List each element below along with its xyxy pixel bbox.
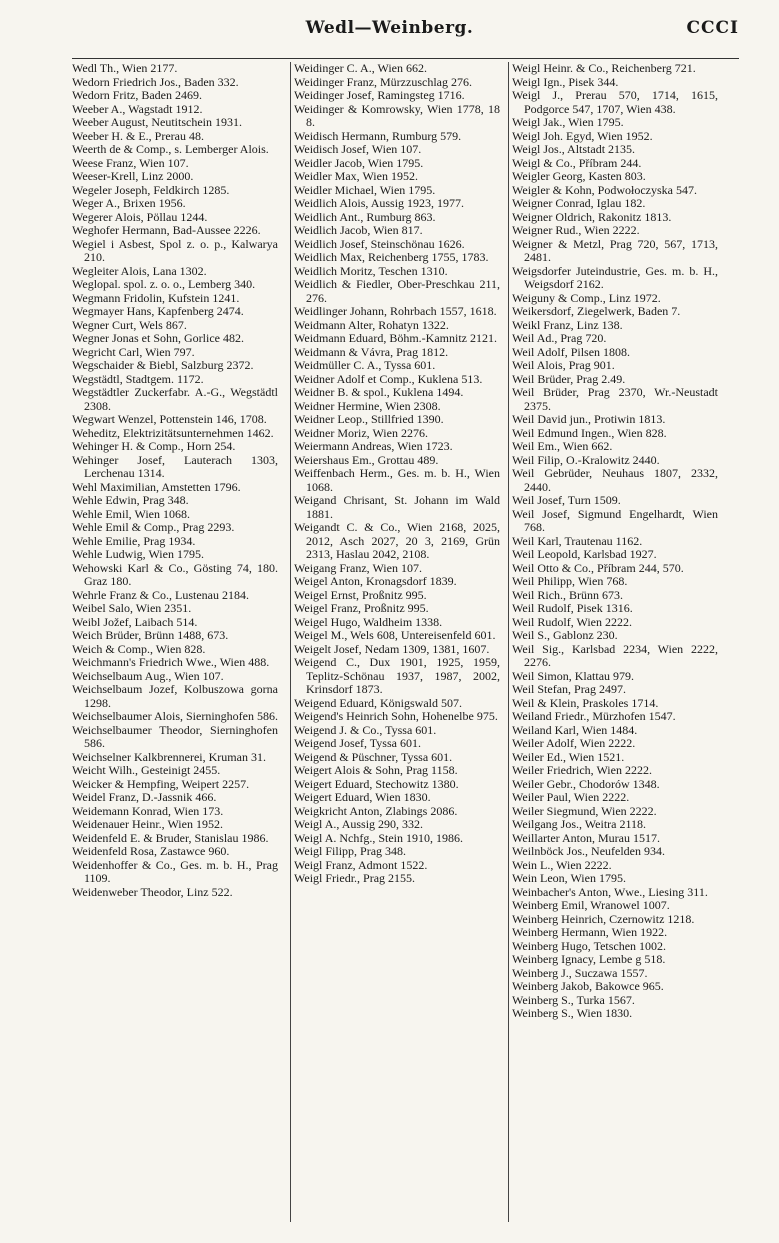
directory-entry: Weeber H. & E., Prerau 48. (72, 128, 204, 143)
directory-entry: Weghofer Hermann, Bad-Aussee 2226. (72, 223, 261, 237)
directory-entry: Weigang Franz, Wien 107. (294, 560, 422, 575)
directory-entry: Weheditz, Elektrizitätsunternehmen 1462. (72, 425, 274, 440)
directory-entry: Weicht Wilh., Gesteinigt 2455. (72, 763, 221, 777)
directory-entry: Weidisch Josef, Wien 107. (294, 142, 422, 156)
directory-entry: Weidlich Alois, Aussig 1923, 1977. (294, 196, 465, 210)
directory-entry: Weil Filip, O.-Kralowitz 2440. (512, 452, 660, 467)
directory-entry: Weidler Jacob, Wien 1795. (294, 155, 424, 170)
directory-entry: Weigl Jos., Altstadt 2135. (512, 142, 636, 156)
header-rule (72, 58, 739, 59)
directory-entry: Weiland Friedr., Mürzhofen 1547. (512, 709, 676, 723)
directory-entry: Weidlich Jacob, Wien 817. (294, 223, 423, 237)
directory-entry: Weigert Alois & Sohn, Prag 1158. (294, 763, 458, 777)
directory-entry: Wegleiter Alois, Lana 1302. (72, 263, 207, 278)
directory-entry: Weigend Eduard, Königswald 507. (294, 695, 462, 710)
directory-entry: Weil David jun., Protiwin 1813. (512, 412, 666, 426)
directory-entry: Weiler Adolf, Wien 2222. (512, 736, 636, 750)
directory-entry: Weigend Josef, Tyssa 601. (294, 736, 421, 750)
directory-entry: Weigner & Metzl, Prag 720, 567, 1713, 2481. (512, 236, 718, 264)
directory-entry: Weil Adolf, Pilsen 1808. (512, 344, 631, 359)
directory-entry: Weidinger Franz, Mürzzuschlag 276. (294, 74, 472, 89)
directory-entry: Wegstädtler Zuckerfabr. A.-G., Wegstädtl 2308. (72, 385, 278, 413)
directory-entry: Weidner Leop., Stillfried 1390. (294, 412, 444, 426)
directory-entry: Weichselbaum Jozef, Kolbuszowa gorna 1298. (72, 682, 278, 710)
directory-entry: Wehle Ludwig, Wien 1795. (72, 547, 204, 561)
directory-entry: Weigel Anton, Kronagsdorf 1839. (294, 574, 457, 588)
directory-entry: Weidler Michael, Wien 1795. (294, 182, 436, 197)
directory-entry: Weigl & Co., Příbram 244. (512, 155, 642, 170)
directory-entry: Weil Em., Wien 662. (512, 439, 613, 453)
directory-entry: Weidner B. & spol., Kuklena 1494. (294, 385, 464, 399)
directory-entry: Weigner Conrad, Iglau 182. (512, 196, 646, 210)
directory-entry: Weigler Georg, Kasten 803. (512, 169, 646, 183)
directory-entry: Weinberg Hugo, Tetschen 1002. (512, 938, 667, 953)
directory-entry: Weigert Eduard, Stechowitz 1380. (294, 776, 459, 791)
directory-entry: Weidner Hermine, Wien 2308. (294, 398, 441, 413)
directory-entry: Weiler Siegmund, Wien 2222. (512, 803, 657, 818)
directory-entry: Weil Sig., Karlsbad 2234, Wien 2222, 2276. (512, 641, 718, 669)
directory-columns (72, 61, 718, 1222)
directory-entry: Weeser-Krell, Linz 2000. (72, 169, 194, 183)
directory-entry: Weilnböck Jos., Neufelden 934. (512, 844, 665, 858)
directory-entry: Wegwart Wenzel, Pottenstein 146, 1708. (72, 412, 267, 426)
directory-entry: Weigl J., Prerau 570, 1714, 1615, Podgorce 547, 1707, Wien 438. (512, 88, 718, 116)
directory-entry: Weeber A., Wagstadt 1912. (72, 101, 203, 116)
directory-entry: Weinberg J., Suczawa 1557. (512, 965, 648, 980)
directory-entry: Weigsdorfer Juteindustrie, Ges. m. b. H., Weigsdorf 2162. (512, 263, 718, 291)
directory-entry: Weigl Filipp, Prag 348. (294, 844, 407, 858)
directory-entry: Weidinger & Komrowsky, Wien 1778, 18 8. (294, 101, 500, 129)
directory-entry: Weiler Gebr., Chodorów 1348. (512, 776, 660, 791)
directory-entry: Weigl Ign., Pisek 344. (512, 74, 619, 89)
directory-entry: Weidenauer Heinr., Wien 1952. (72, 817, 223, 831)
directory-entry: Weigend's Heinrich Sohn, Hohenelbe 975. (294, 709, 498, 723)
directory-entry: Weigel M., Wels 608, Untereisenfeld 601. (294, 628, 496, 642)
directory-entry: Wehle Emil & Comp., Prag 2293. (72, 520, 235, 534)
directory-entry: Weigel Hugo, Waldheim 1338. (294, 614, 443, 629)
directory-entry: Weigand Chrisant, St. Johann im Wald 1881. (294, 493, 500, 521)
directory-entry: Weeber August, Neutitschein 1931. (72, 115, 242, 129)
directory-entry: Weigl Franz, Admont 1522. (294, 857, 428, 872)
directory-entry: Weidenfeld Rosa, Zastawce 960. (72, 844, 230, 858)
directory-entry: Weiland Karl, Wien 1484. (512, 722, 638, 737)
directory-entry: Weese Franz, Wien 107. (72, 155, 189, 170)
directory-entry: Weil Ad., Prag 720. (512, 331, 607, 345)
directory-entry: Weil Stefan, Prag 2497. (512, 682, 627, 696)
directory-entry: Weiler Paul, Wien 2222. (512, 790, 630, 804)
directory-entry: Weinberg Heinrich, Czernowitz 1218. (512, 911, 695, 926)
directory-entry: Wehl Maximilian, Amstetten 1796. (72, 479, 241, 494)
directory-entry: Weinberg S., Wien 1830. (512, 1006, 633, 1020)
directory-entry: Weidemann Konrad, Wien 173. (72, 803, 224, 818)
directory-entry: Wedorn Friedrich Jos., Baden 332. (72, 74, 239, 89)
directory-entry: Weikl Franz, Linz 138. (512, 317, 623, 332)
directory-entry: Weinberg Hermann, Wien 1922. (512, 925, 668, 939)
directory-entry: Wein Leon, Wien 1795. (512, 871, 626, 885)
directory-entry: Weichselbaumer Alois, Sierninghofen 586. (72, 709, 278, 723)
directory-entry: Weil Rudolf, Wien 2222. (512, 614, 632, 629)
directory-entry: Weiler Ed., Wien 1521. (512, 749, 625, 764)
directory-entry: Weigner Oldrich, Rakonitz 1813. (512, 209, 672, 224)
directory-entry: Weidisch Hermann, Rumburg 579. (294, 128, 462, 143)
column-1 (72, 62, 278, 1222)
directory-entry: Weigl Heinr. & Co., Reichenberg 721. (512, 61, 696, 75)
directory-entry: Weigelt Josef, Nedam 1309, 1381, 1607. (294, 641, 490, 656)
directory-entry: Weger A., Brixen 1956. (72, 196, 186, 210)
directory-entry: Weil Otto & Co., Příbram 244, 570. (512, 560, 684, 575)
directory-entry: Wehinger Josef, Lauterach 1303, Lerchenau 1314. (72, 452, 278, 480)
directory-entry: Weil S., Gablonz 230. (512, 628, 618, 642)
directory-entry: Weidlich Ant., Rumburg 863. (294, 209, 436, 224)
directory-entry: Weil Simon, Klattau 979. (512, 668, 635, 683)
directory-entry: Wegeler Joseph, Feldkirch 1285. (72, 182, 230, 197)
column-2 (290, 62, 500, 1222)
directory-entry: Weiermann Andreas, Wien 1723. (294, 439, 453, 453)
directory-entry: Weil Philipp, Wien 768. (512, 574, 628, 588)
page-number: CCCI (686, 18, 739, 38)
directory-entry: Wehowski Karl & Co., Gösting 74, 180. Graz 180. (72, 560, 278, 588)
directory-entry: Weil Rudolf, Pisek 1316. (512, 601, 633, 615)
directory-entry: Wegiel i Asbest, Spol z. o. p., Kalwarya 210. (72, 236, 278, 264)
directory-entry: Weiguny & Comp., Linz 1972. (512, 290, 661, 305)
directory-entry: Weichselbaumer Theodor, Sierninghofen 586. (72, 722, 278, 750)
directory-entry: Weidlich Moritz, Teschen 1310. (294, 263, 448, 278)
directory-entry: Weigler & Kohn, Podwołoczyska 547. (512, 182, 698, 197)
directory-entry: Weikersdorf, Ziegelwerk, Baden 7. (512, 304, 681, 318)
directory-entry: Weigel Ernst, Proßnitz 995. (294, 587, 427, 602)
directory-entry: Weigl Joh. Egyd, Wien 1952. (512, 128, 653, 143)
directory-entry: Weidinger C. A., Wien 662. (294, 61, 427, 75)
directory-entry: Weil Gebrüder, Neuhaus 1807, 2332, 2440. (512, 466, 718, 494)
directory-entry: Weidlinger Johann, Rohrbach 1557, 1618. (294, 304, 497, 318)
directory-entry: Weigkricht Anton, Zlabings 2086. (294, 803, 458, 818)
directory-entry: Wegerer Alois, Pöllau 1244. (72, 209, 208, 224)
directory-entry: Weibel Salo, Wien 2351. (72, 601, 192, 615)
directory-entry: Weiffenbach Herm., Ges. m. b. H., Wien 1068. (294, 466, 500, 494)
directory-entry: Weidner Adolf et Comp., Kuklena 513. (294, 371, 483, 386)
directory-entry: Weil Josef, Turn 1509. (512, 493, 621, 507)
directory-entry: Wegschaider & Biebl, Salzburg 2372. (72, 358, 254, 372)
directory-entry: Weidenhoffer & Co., Ges. m. b. H., Prag 1109. (72, 857, 278, 885)
directory-entry: Weigl A. Nchfg., Stein 1910, 1986. (294, 830, 464, 845)
directory-entry: Weil Alois, Prag 901. (512, 358, 615, 372)
directory-entry: Wegricht Carl, Wien 797. (72, 344, 195, 359)
directory-entry: Weiler Friedrich, Wien 2222. (512, 763, 652, 777)
directory-entry: Weigend C., Dux 1901, 1925, 1959, Teplitz-Schönau 1937, 1987, 2002, Krinsdorf 1873. (294, 655, 500, 696)
directory-entry: Weigandt C. & Co., Wien 2168, 2025, 2012, Asch 2027, 20 3, 2169, Grün 2313, Haslau 2042, 2108. (294, 520, 500, 561)
directory-entry: Weilgang Jos., Weitra 2118. (512, 817, 647, 831)
directory-entry: Weidner Moriz, Wien 2276. (294, 425, 428, 440)
directory-entry: Weil Brüder, Prag 2370, Wr.-Neustadt 2375. (512, 385, 718, 413)
directory-entry: Weidmann Alter, Rohatyn 1322. (294, 317, 449, 332)
directory-entry: Weigend J. & Co., Tyssa 601. (294, 722, 437, 737)
directory-entry: Weil Josef, Sigmund Engelhardt, Wien 768. (512, 506, 718, 534)
directory-entry: Weigl Jak., Wien 1795. (512, 115, 624, 129)
directory-entry: Wegner Jonas et Sohn, Gorlice 482. (72, 331, 244, 345)
directory-entry: Weil Karl, Trautenau 1162. (512, 533, 643, 548)
directory-entry: Wedl Th., Wien 2177. (72, 61, 178, 75)
directory-entry: Wehrle Franz & Co., Lustenau 2184. (72, 587, 249, 602)
directory-entry: Weinbacher's Anton, Wwe., Liesing 311. (512, 884, 708, 899)
directory-entry: Weinberg Emil, Wranowel 1007. (512, 898, 670, 912)
directory-entry: Weichmann's Friedrich Wwe., Wien 488. (72, 655, 270, 669)
directory-entry: Weigl Friedr., Prag 2155. (294, 871, 416, 885)
directory-entry: Weicker & Hempfing, Weipert 2257. (72, 776, 250, 791)
directory-entry: Weil Edmund Ingen., Wien 828. (512, 425, 667, 440)
directory-entry: Wehinger H. & Comp., Horn 254. (72, 439, 236, 453)
directory-entry: Weigert Eduard, Wien 1830. (294, 790, 431, 804)
directory-entry: Weerth de & Comp., s. Lemberger Alois. (72, 142, 269, 156)
directory-entry: Weidinger Josef, Ramingsteg 1716. (294, 88, 465, 102)
directory-entry: Wegmann Fridolin, Kufstein 1241. (72, 290, 240, 305)
directory-entry: Weichselner Kalkbrennerei, Kruman 31. (72, 749, 266, 764)
directory-entry: Weidenfeld E. & Bruder, Stanislau 1986. (72, 830, 269, 845)
directory-entry: Weidlich Max, Reichenberg 1755, 1783. (294, 250, 489, 264)
directory-entry: Weigend & Püschner, Tyssa 601. (294, 749, 453, 764)
directory-entry: Wedorn Fritz, Baden 2469. (72, 88, 203, 102)
directory-entry: Weigl A., Aussig 290, 332. (294, 817, 424, 831)
directory-entry: Weigner Rud., Wien 2222. (512, 223, 640, 237)
directory-entry: Weidmüller C. A., Tyssa 601. (294, 358, 436, 372)
directory-entry: Wegmayer Hans, Kapfenberg 2474. (72, 304, 244, 318)
directory-entry: Weichselbaum Aug., Wien 107. (72, 668, 224, 683)
column-3 (508, 62, 718, 1222)
directory-entry: Wein L., Wien 2222. (512, 857, 612, 872)
directory-entry: Wehle Emil, Wien 1068. (72, 506, 190, 521)
directory-entry: Weigel Franz, Proßnitz 995. (294, 601, 429, 615)
directory-entry: Wegner Curt, Wels 867. (72, 317, 187, 332)
directory-entry: Weil Leopold, Karlsbad 1927. (512, 547, 657, 561)
directory-entry: Weibl Jožef, Laibach 514. (72, 614, 198, 629)
directory-entry: Weil Rich., Brünn 673. (512, 587, 624, 602)
directory-entry: Wehle Edwin, Prag 348. (72, 493, 189, 507)
directory-entry: Weidler Max, Wien 1952. (294, 169, 418, 183)
directory-entry: Weich & Comp., Wien 828. (72, 641, 206, 656)
directory-entry: Wehle Emilie, Prag 1934. (72, 533, 196, 548)
directory-entry: Weil Brüder, Prag 2.49. (512, 371, 626, 386)
directory-entry: Weidlich & Fiedler, Ober-Preschkau 211, 276. (294, 277, 500, 305)
directory-entry: Wegstädtl, Stadtgem. 1172. (72, 371, 204, 386)
directory-entry: Weidel Franz, D.-Jassnik 466. (72, 790, 217, 804)
directory-entry: Weidmann Eduard, Böhm.-Kamnitz 2121. (294, 331, 497, 345)
page-header (0, 14, 779, 50)
directory-entry: Weiershaus Em., Grottau 489. (294, 452, 439, 467)
directory-entry: Weidlich Josef, Steinschönau 1626. (294, 236, 465, 251)
directory-entry: Weidenweber Theodor, Linz 522. (72, 884, 233, 899)
directory-entry: Weich Brüder, Brünn 1488, 673. (72, 628, 229, 642)
directory-entry: Weinberg S., Turka 1567. (512, 992, 635, 1007)
running-head: Wedl—Weinberg. (305, 18, 474, 38)
directory-entry: Weinberg Ignacy, Lembe g 518. (512, 952, 666, 966)
directory-entry: Weillarter Anton, Murau 1517. (512, 830, 661, 845)
directory-entry: Weinberg Jakob, Bakowce 965. (512, 979, 664, 993)
directory-entry: Weidmann & Vávra, Prag 1812. (294, 344, 449, 359)
directory-entry: Weglopal. spol. z. o. o., Lemberg 340. (72, 277, 256, 291)
directory-entry: Weil & Klein, Praskoles 1714. (512, 695, 659, 710)
